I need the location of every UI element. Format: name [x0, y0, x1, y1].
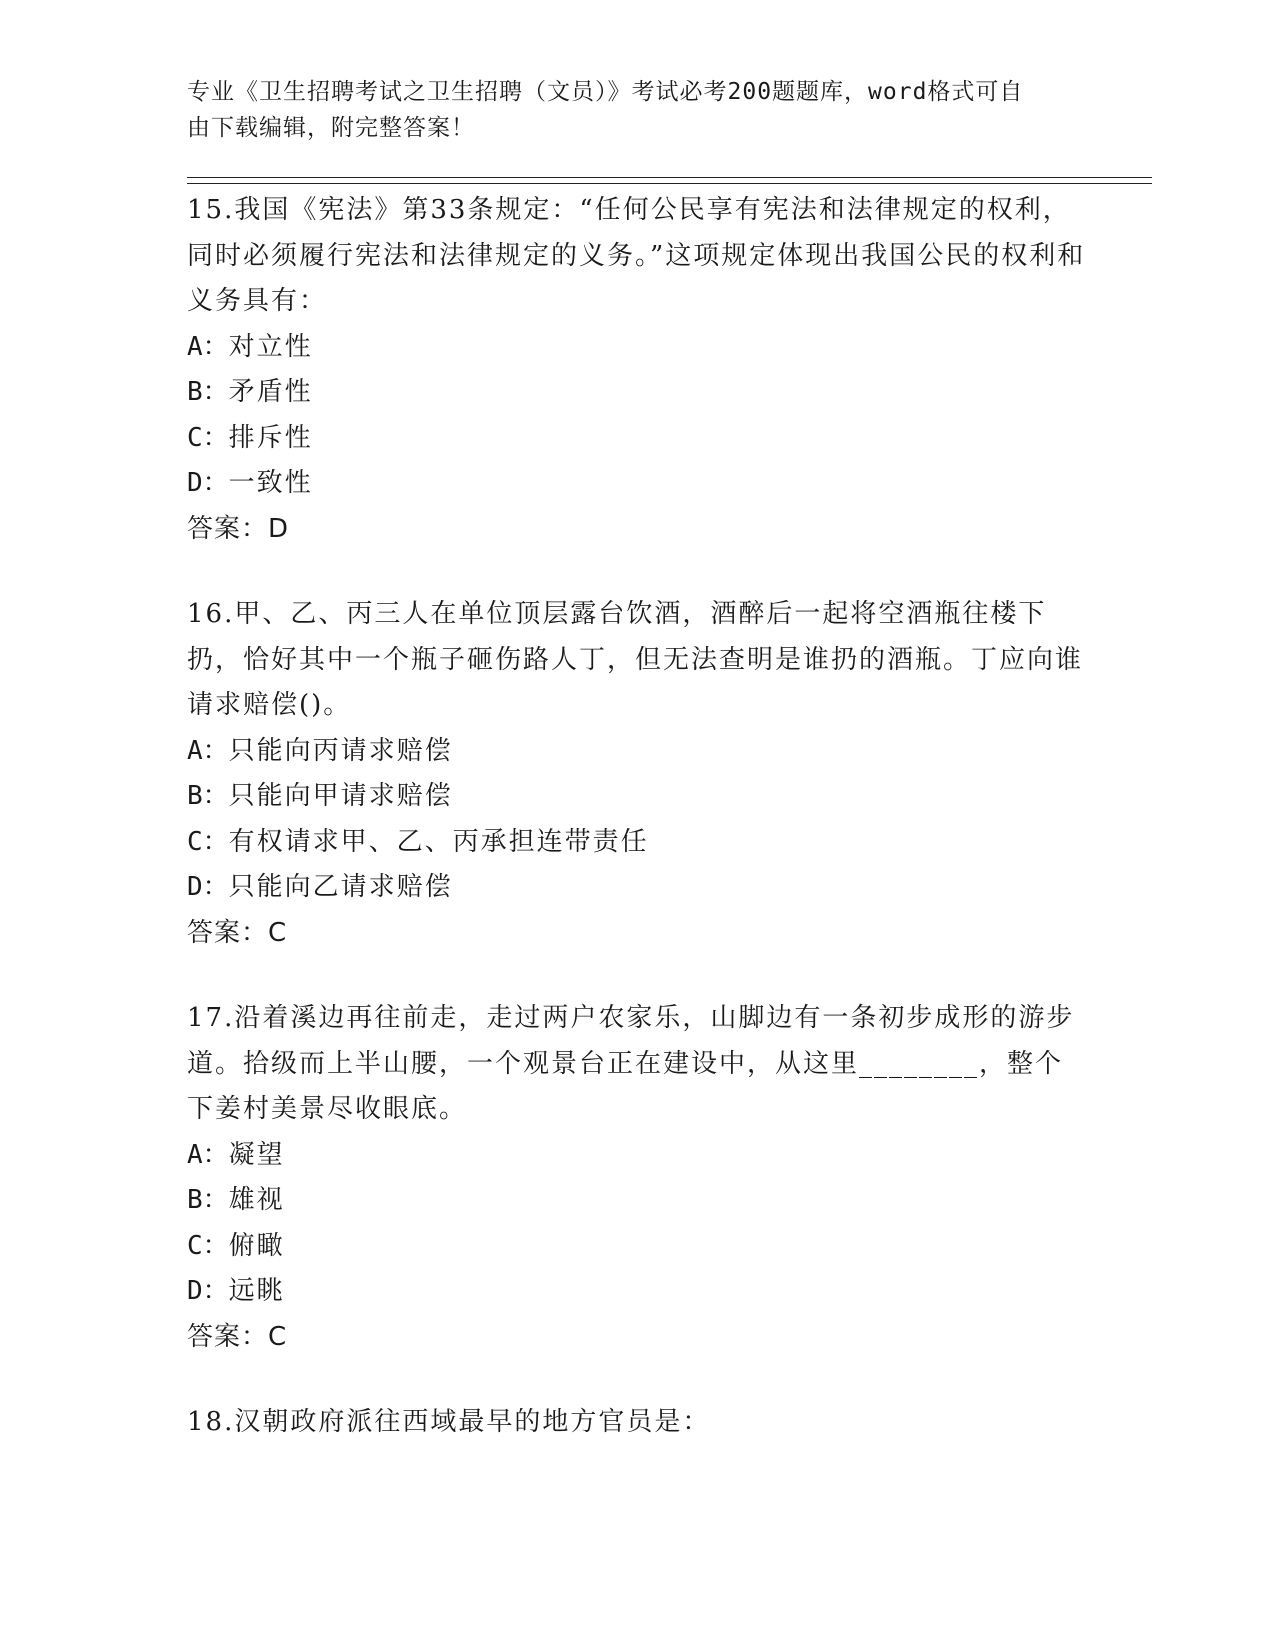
option-text: 俯瞰: [228, 1230, 285, 1261]
option-text: 一致性: [228, 468, 313, 498]
option-key: D：: [187, 468, 229, 498]
header-rule-top: [187, 177, 1152, 178]
option-text: 远眺: [228, 1276, 285, 1306]
option-text: 对立性: [228, 331, 313, 362]
header-line-1: 专业《卫生招聘考试之卫生招聘（文员）》考试必考200题题库，word格式可自: [187, 79, 1024, 105]
option-d: [187, 1269, 1087, 1315]
question-15: [187, 188, 1087, 552]
answer: 答案：C: [187, 917, 288, 948]
question-stem: 16.甲、乙、丙三人在单位顶层露台饮酒，酒醉后一起将空酒瓶往楼下扔，恰好其中一个瓶子砸伤路人丁，但无法查明是谁扔的酒瓶。丁应向谁请求赔偿()。: [187, 599, 1084, 720]
option-a: [187, 729, 1087, 775]
option-key: A：: [187, 1139, 229, 1170]
option-text: 雄视: [228, 1185, 285, 1215]
option-b: [187, 774, 1087, 820]
document-header: [187, 74, 1067, 146]
option-key: C：: [187, 422, 229, 453]
option-c: [187, 416, 1087, 462]
option-a: [187, 1133, 1087, 1179]
question-stem: 17.沿着溪边再往前走，走过两户农家乐，山脚边有一条初步成形的游步道。拾级而上半山腰，一个观景台正在建设中，从这里________，整个下姜村美景尽收眼底。: [187, 1003, 1075, 1124]
option-text: 只能向丙请求赔偿: [228, 735, 453, 766]
option-key: B：: [187, 377, 229, 407]
question-17: [187, 996, 1087, 1360]
option-text: 有权请求甲、乙、丙承担连带责任: [228, 826, 649, 857]
option-text: 只能向甲请求赔偿: [228, 781, 453, 811]
option-c: [187, 1224, 1087, 1270]
option-key: D：: [187, 1276, 229, 1306]
option-key: C：: [187, 826, 229, 857]
option-d: [187, 865, 1087, 911]
answer: 答案：C: [187, 1321, 288, 1352]
option-text: 只能向乙请求赔偿: [228, 872, 453, 902]
option-key: B：: [187, 781, 229, 811]
option-key: A：: [187, 735, 229, 766]
question-list: [187, 188, 1087, 1486]
question-stem: 15.我国《宪法》第33条规定：“任何公民享有宪法和法律规定的权利，同时必须履行宪法和法律规定的义务。”这项规定体现出我国公民的权利和义务具有：: [187, 195, 1086, 316]
header-line-2: 由下载编辑，附完整答案！: [187, 115, 475, 141]
option-key: D：: [187, 872, 229, 902]
option-a: [187, 325, 1087, 371]
option-b: [187, 1178, 1087, 1224]
option-key: B：: [187, 1185, 229, 1215]
option-c: [187, 820, 1087, 866]
option-b: [187, 370, 1087, 416]
option-key: C：: [187, 1230, 229, 1261]
header-rule-bottom: [187, 183, 1152, 184]
option-text: 凝望: [228, 1139, 285, 1170]
answer: 答案：D: [187, 513, 290, 544]
option-text: 矛盾性: [228, 377, 313, 407]
option-text: 排斥性: [228, 422, 313, 453]
option-key: A：: [187, 331, 229, 362]
question-stem: 18.汉朝政府派往西域最早的地方官员是：: [187, 1407, 711, 1437]
option-d: [187, 461, 1087, 507]
question-18: [187, 1400, 1087, 1446]
question-16: [187, 592, 1087, 956]
